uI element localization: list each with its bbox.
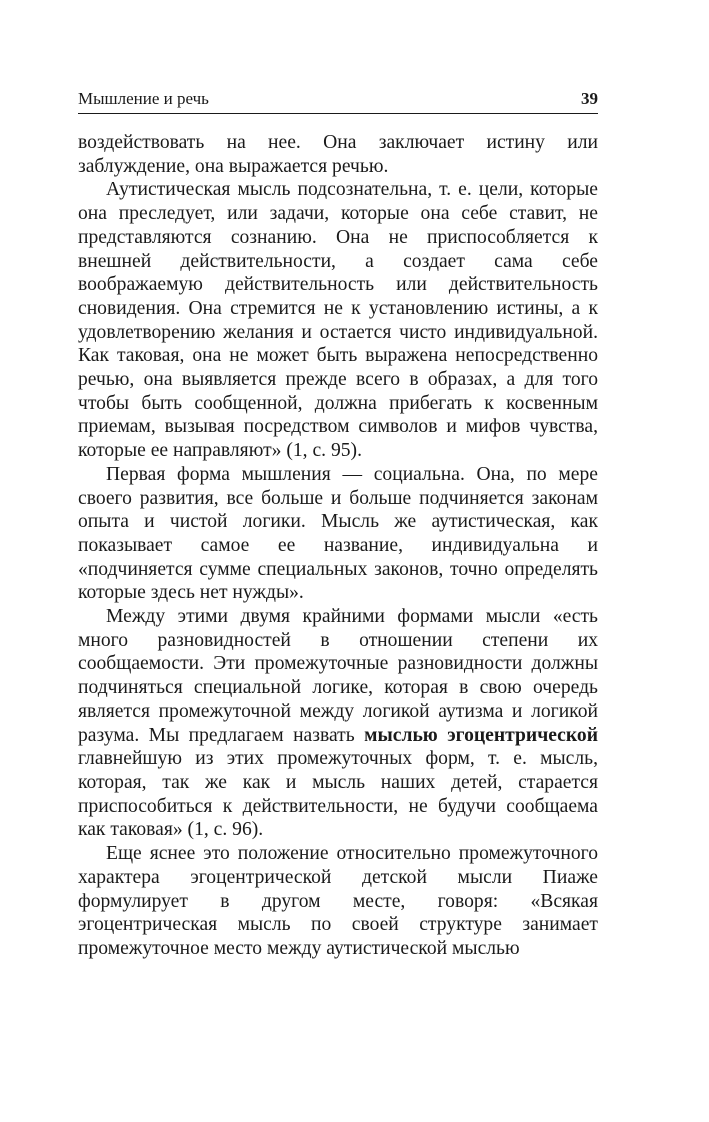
paragraph-text: Между этими двумя крайними формами мысли «есть много разновидностей в отношении степени их сообщаемости. Эти промежуточные разновидности должны подчиняться специальной логике, которая в свою очередь является промежуточной между логикой аутизма и логикой разума. Мы предлагаем назвать [78,606,598,746]
paragraph-piaget-formulation: Еще яснее это положение относительно промежуточного характера эгоцентрической детской мысли Пиаже формулирует в другом месте, говоря: «Всякая эгоцентрическая мысль по своей структуре занимает промежуточное место между аутистической мыслью [78,843,598,959]
header-rule [78,113,598,114]
paragraph-text: главнейшую из этих промежуточных форм, т. е. мысль, которая, так же как и мысль наших детей, старается приспособиться к действительности, не будучи сообщаема как таковая» (1, с. 96). [78,748,598,841]
body-text [78,131,598,961]
paragraph-first-form: Первая форма мышления — социальна. Она, по мере своего развития, все больше и больше подчиняется законам опыта и чистой логики. Мысль же аутистическая, как показывает самое ее название, индивидуальна и «подчиняется сумме специальных законов, точно определять которые здесь нет нужды». [78,463,598,604]
paragraph-continuation: воздействовать на нее. Она заключает истину или заблуждение, она выражается речью. [78,132,598,177]
page-number: 39 [581,89,598,108]
running-head-title: Мышление и речь [78,89,209,108]
paragraph-intermediate-forms [78,605,598,842]
running-head [78,86,598,112]
paragraph-autistic-thought: Аутистическая мысль подсознательна, т. е. цели, которые она преследует, или задачи, которые она себе ставит, не представляются сознанию. Она не приспособляется к внешней действительности, а создает сама себе воображаемую действительность или действительность сновидения. Она стремится не к установлению истины, а к удовлетворению желания и остается чисто индивидуальной. Как таковая, она не может быть выражена непосредственно речью, она выявляется прежде всего в образах, а для того чтобы быть сообщенной, должна прибегать к косвенным приемам, вызывая посредством символов и мифов чувства, которые ее направляют» (1, с. 95). [78,179,598,462]
bold-term: мыслью эгоцентрической [364,724,598,746]
